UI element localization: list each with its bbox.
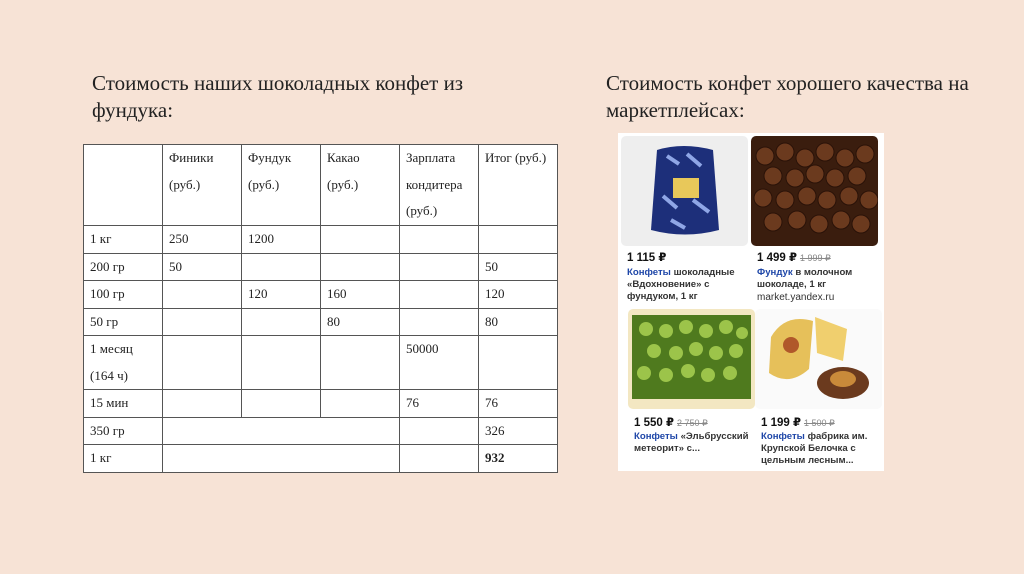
table-cell: [163, 281, 242, 309]
table-header-cell: Фундук (руб.): [242, 145, 321, 226]
table-merged-cell: [163, 445, 400, 473]
table-cell: 200 гр: [84, 253, 163, 281]
product-price: 1 550 ₽ 2 750 ₽: [634, 417, 708, 429]
table-header-cell: Финики (руб.): [163, 145, 242, 226]
table-cell: 100 гр: [84, 281, 163, 309]
product-title[interactable]: Конфеты фабрика им. Крупской Белочка с цельным лесным...: [761, 431, 868, 466]
table-cell: 160: [321, 281, 400, 309]
product-title[interactable]: Конфеты шоколадные «Вдохновение» с фундуком, 1 кг: [627, 267, 735, 302]
table-cell: [321, 253, 400, 281]
table-cell: 50: [479, 253, 558, 281]
table-cell: 120: [479, 281, 558, 309]
product-title[interactable]: Конфеты «Эльбрусский метеорит» с...: [634, 431, 749, 454]
table-cell: [479, 336, 558, 390]
right-heading: Стоимость конфет хорошего качества на маркетплейсах:: [606, 71, 969, 122]
table-row: [84, 445, 558, 473]
table-cell: [163, 390, 242, 418]
table-cell: 76: [400, 390, 479, 418]
marketplace-screenshot: [618, 133, 884, 471]
table-cell: 50000: [400, 336, 479, 390]
product-title[interactable]: Фундук в молочном шоколаде, 1 кг: [757, 267, 853, 290]
product-image: [621, 136, 748, 246]
table-cell: [321, 390, 400, 418]
product-price: 1 115 ₽: [627, 252, 667, 264]
table-header-cell: Итог (руб.): [479, 145, 558, 226]
table-header-cell: [84, 145, 163, 226]
table-cell: 1 кг: [84, 226, 163, 254]
table-cell: [163, 308, 242, 336]
table-row: [84, 308, 558, 336]
table-row: [84, 281, 558, 309]
product-source: market.yandex.ru: [757, 292, 835, 303]
table-cell: 1 месяц (164 ч): [84, 336, 163, 390]
table-cell: 350 гр: [84, 417, 163, 445]
table-header-cell: Какао (руб.): [321, 145, 400, 226]
left-heading: Стоимость наших шоколадных конфет из фундука:: [92, 71, 464, 122]
table-cell: [321, 336, 400, 390]
table-cell: [242, 336, 321, 390]
table-cell: 120: [242, 281, 321, 309]
table-cell: [242, 308, 321, 336]
table-merged-cell: [163, 417, 400, 445]
table-cell: 326: [479, 417, 558, 445]
table-cell: 250: [163, 226, 242, 254]
table-cell: [400, 445, 479, 473]
table-cell: [400, 253, 479, 281]
table-cell: [400, 281, 479, 309]
table-cell: 80: [479, 308, 558, 336]
cost-table: [83, 144, 558, 473]
table-cell: [400, 417, 479, 445]
table-cell: [242, 253, 321, 281]
table-cell: 1 кг: [84, 445, 163, 473]
table-cell: 15 мин: [84, 390, 163, 418]
table-row: [84, 226, 558, 254]
table-cell: 1200: [242, 226, 321, 254]
table-row: [84, 253, 558, 281]
table-cell: [400, 226, 479, 254]
total-cell: 932: [479, 445, 558, 473]
table-row: [84, 336, 558, 390]
table-row: [84, 390, 558, 418]
table-cell: 76: [479, 390, 558, 418]
table-cell: [400, 308, 479, 336]
table-row: [84, 417, 558, 445]
table-cell: 80: [321, 308, 400, 336]
product-image: [628, 309, 755, 409]
product-price: 1 499 ₽ 1 999 ₽: [757, 252, 831, 264]
table-cell: [321, 226, 400, 254]
product-image: [755, 309, 882, 409]
product-price: 1 199 ₽ 1 500 ₽: [761, 417, 835, 429]
table-header-cell: Зарплата кондитера (руб.): [400, 145, 479, 226]
table-cell: 50 гр: [84, 308, 163, 336]
table-cell: [479, 226, 558, 254]
table-header-row: [84, 145, 558, 226]
product-image: [751, 136, 878, 246]
table-cell: 50: [163, 253, 242, 281]
table-cell: [163, 336, 242, 390]
table-cell: [242, 390, 321, 418]
